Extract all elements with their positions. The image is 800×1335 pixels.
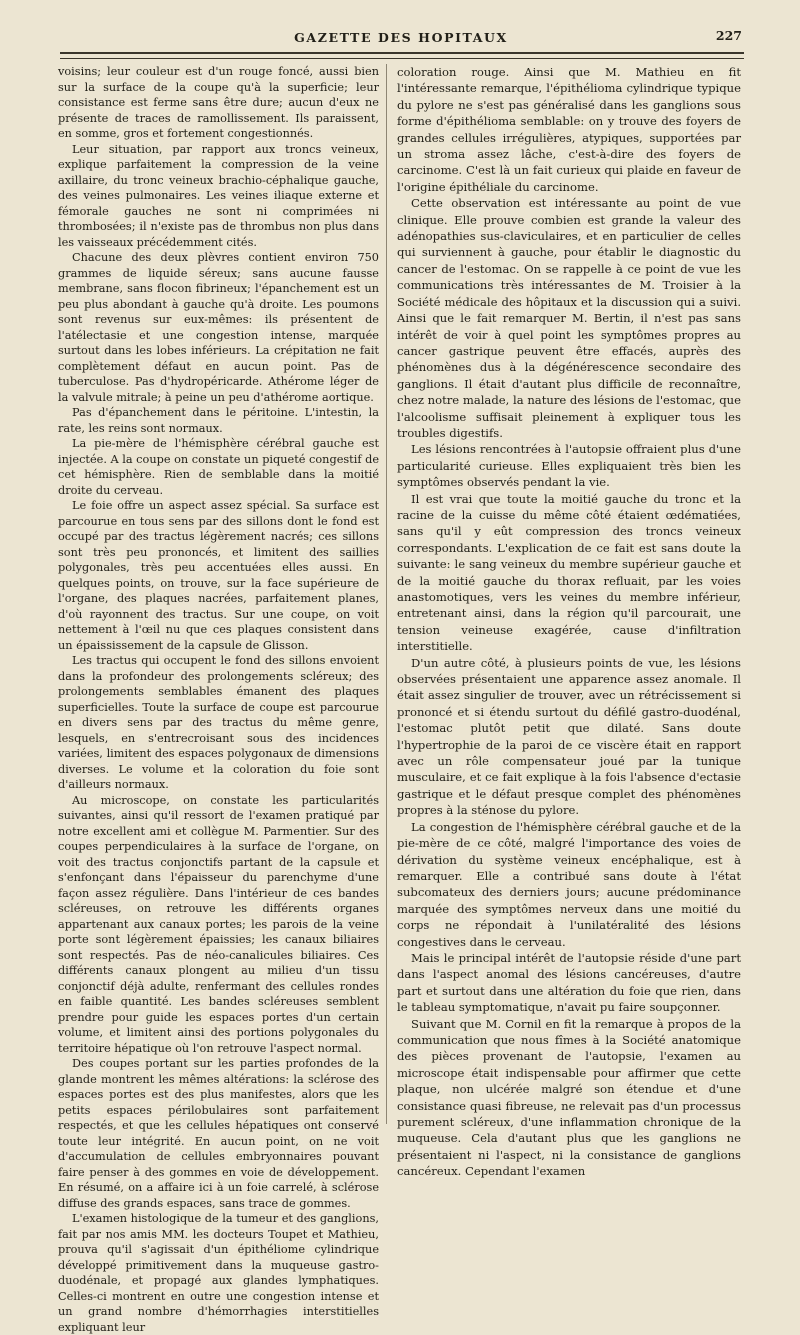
page-number: 227 bbox=[715, 28, 742, 43]
right-column bbox=[397, 64, 741, 1180]
paragraph: Des coupes portant sur les parties profondes de la glande montrent les mêmes altérations: la sclérose des espaces portes est des plus manifestes, alors que les petits espaces périlobulaires sont parfaitement respectés, et que les cellules hépatiques ont conservé toute leur intégrité. En aucun point, on ne voit d'accumulation de cellules embryonnaires pouvant faire penser à des gommes en voie de développement. En résumé, on a affaire ici à un foie carrelé, à sclérose diffuse des grands espaces, sans trace de gommes. bbox=[58, 1057, 379, 1210]
paragraph: Il est vrai que toute la moitié gauche du tronc et la racine de la cuisse du même côté étaient œdématiées, sans qu'il y eût compression des troncs veineux correspondants. L'explication de ce fait est sans doute la suivante: le sang veineux du membre supérieur gauche et de la moitié gauche du thorax refluait, par les voies anastomotiques, vers les veines du membre inférieur, entretenant ainsi, dans la région qu'il parcourait, une tension veineuse exagérée, cause d'infiltration interstitielle. bbox=[397, 491, 741, 654]
paragraph: L'examen histologique de la tumeur et des ganglions, fait par nos amis MM. les docteurs Toupet et Mathieu, prouva qu'il s'agissait d'un épithéliome cylindrique développé primitivement dans la muqueuse gastro-duodénale, et propagé aux glandes lymphatiques. Celles-ci montrent en outre une congestion intense et un grand nombre d'hémorrhagies interstitielles expliquant leur bbox=[58, 1212, 379, 1334]
paragraph: La pie-mère de l'hémisphère cérébral gauche est injectée. A la coupe on constate un piqueté congestif de cet hémisphère. Rien de semblable dans la moitié droite du cerveau. bbox=[58, 437, 380, 497]
paragraph: Le foie offre un aspect assez spécial. Sa surface est parcourue en tous sens par des sillons dont le fond est occupé par des tractus légèrement nacrés; ces sillons sont très peu prononcés, et limitent des saillies polygonales, très peu accentuées elles aussi. En quelques points, on trouve, sur la face supérieure de l'organe, des plaques nacrées, parfaitement planes, d'où rayonnent des tractus. Sur une coupe, on voit nettement à l'œil nu que ces plaques consistent dans un épaississement de la capsule de Glisson. bbox=[58, 499, 379, 652]
paragraph: Les tractus qui occupent le fond des sillons envoient dans la profondeur des prolongements scléreux; des prolongements semblables émanent des plaques superficielles. Toute la surface de coupe est parcourue en divers sens par des tractus du même genre, lesquels, en s'entrecroisant sous des incidences variées, limitent des espaces polygonaux de dimensions diverses. Le volume et la coloration du foie sont d'ailleurs normaux. bbox=[58, 654, 379, 791]
paragraph: Pas d'épanchement dans le péritoine. L'intestin, la rate, les reins sont normaux. bbox=[58, 406, 379, 435]
paragraph: Mais le principal intérêt de l'autopsie réside d'une part dans l'aspect anomal des lésions cancéreuses, d'autre part et surtout dans une altération du foie que rien, dans le tableau symptomatique, n'avait pu faire soupçonner. bbox=[397, 950, 741, 1015]
header-rule-thick bbox=[60, 52, 744, 54]
paragraph: coloration rouge. Ainsi que M. Mathieu en fit l'intéressante remarque, l'épithélioma cylindrique typique du pylore ne s'est pas généralisé dans les ganglions sous forme d'épithélioma semblable: on y trouve des foyers de grandes cellules irrégulières, atypiques, supportées par un stroma assez lâche, c'est-à-dire des foyers de carcinome. C'est là un fait curieux qui plaide en faveur de l'origine épithéliale du carcinome. bbox=[397, 65, 741, 194]
paragraph: Suivant que M. Cornil en fit la remarque à propos de la communication que nous fîmes à la Société anatomique des pièces provenant de l'autopsie, l'examen au microscope était indispensable pour affirmer que cette plaque, non ulcérée malgré son étendue et d'une consistance quasi fibreuse, ne relevait pas d'un processus purement scléreux, d'une inflammation chronique de la muqueuse. Cela d'autant plus que les ganglions ne présentaient ni l'aspect, ni la consistance de ganglions cancéreux. Cependant l'examen bbox=[397, 1016, 741, 1179]
running-title: GAZETTE DES HOPITAUX bbox=[294, 30, 508, 45]
header-rule-thin bbox=[60, 58, 744, 59]
paragraph: Cette observation est intéressante au point de vue clinique. Elle prouve combien est grande la valeur des adénopathies sus-claviculaires, et en particulier de celles qui surviennent à gauche, pour établir le diagnostic du cancer de l'estomac. On se rappelle à ce point de vue les communications très intéressantes de M. Troisier à la Société médicale des hôpitaux et la discussion qui a suivi. Ainsi que le fait remarquer M. Bertin, il n'est pas sans intérêt de voir à quel point les symptômes propres au cancer gastrique peuvent être effacés, auprès des phénomènes dus à la dégénérescence secondaire des ganglions. Il était d'autant plus difficile de reconnaître, chez notre malade, la nature des lésions de l'estomac, que l'alcoolisme suffisait pleinement à expliquer tous les troubles digestifs. bbox=[397, 196, 741, 440]
paragraph: Leur situation, par rapport aux troncs veineux, explique parfaitement la compression de la veine axillaire, du tronc veineux brachio-céphalique gauche, des veines pulmonaires. Les veines iliaque externe et fémorale gauches ne sont ni comprimées ni thrombosées; il n'existe pas de thrombus non plus dans les vaisseaux précédemment cités. bbox=[58, 142, 379, 249]
paragraph: Chacune des deux plèvres contient environ 750 grammes de liquide séreux; sans aucune fausse membrane, sans flocon fibrineux; l'épanchement est un peu plus abondant à gauche qu'à droite. Les poumons sont revenus sur eux-mêmes: ils présentent de l'atélectasie et une congestion intense, marquée surtout dans les lobes inférieurs. La crépitation ne fait complètement défaut en aucun point. Pas de tuberculose. Pas d'hydropéricarde. Athérome léger de la valvule mitrale; à peine un peu d'athérome aortique. bbox=[58, 251, 379, 404]
page-header bbox=[60, 26, 742, 48]
paragraph: D'un autre côté, à plusieurs points de vue, les lésions observées présentaient une apparence assez anomale. Il était assez singulier de trouver, avec un rétrécissement si prononcé et si étendu surtout du défilé gastro-duodénal, l'estomac plutôt petit que dilaté. Sans doute l'hypertrophie de la paroi de ce viscère était en rapport avec un rôle compensateur joué par la tunique musculaire, et ce fait explique à la fois l'absence d'ectasie gastrique et le défaut presque complet des phénomènes propres à la sténose du pylore. bbox=[397, 655, 741, 818]
paragraph: Les lésions rencontrées à l'autopsie offraient plus d'une particularité curieuse. Elles expliquaient très bien les symptômes observés pendant la vie. bbox=[397, 442, 741, 490]
paragraph: Au microscope, on constate les particularités suivantes, ainsi qu'il ressort de l'examen pratiqué par notre excellent ami et collègue M. Parmentier. Sur des coupes perpendiculaires à la surface de l'organe, on voit des tractus conjonctifs partant de la capsule et s'enfonçant dans l'épaisseur du parenchyme d'une façon assez régulière. Dans l'intérieur de ces bandes scléreuses, on retrouve les différents organes appartenant aux canaux portes; les parois de la veine porte sont légèrement épaissies; les canaux biliaires sont respectés. Pas de néo-canalicules biliaires. Ces différents canaux plongent au milieu d'un tissu conjonctif déjà adulte, renfermant des cellules rondes en faible quantité. Les bandes scléreuses semblent prendre pour guide les espaces portes d'un certain volume, et limitent ainsi des portions polygonales du territoire hépatique où l'on retrouve l'aspect normal. bbox=[58, 793, 379, 1055]
column-divider bbox=[386, 64, 387, 1124]
paragraph: La congestion de l'hémisphère cérébral gauche et de la pie-mère de ce côté, malgré l'importance des voies de dérivation du système veineux encéphalique, est à remarquer. Elle a contribué sans doute à l'état subcomateux des derniers jours; aucune prédominance marquée des symptômes nerveux dans une moitié du corps ne répondait à l'unilatéralité des lésions congestives dans le cerveau. bbox=[397, 819, 741, 949]
left-column bbox=[58, 64, 379, 1335]
paragraph: voisins; leur couleur est d'un rouge foncé, aussi bien sur la surface de la coupe qu'à la superficie; leur consistance est ferme sans être dure; aucun d'eux ne présente de traces de ramollissement. Ils paraissent, en somme, gros et fortement congestionnés. bbox=[58, 65, 379, 140]
